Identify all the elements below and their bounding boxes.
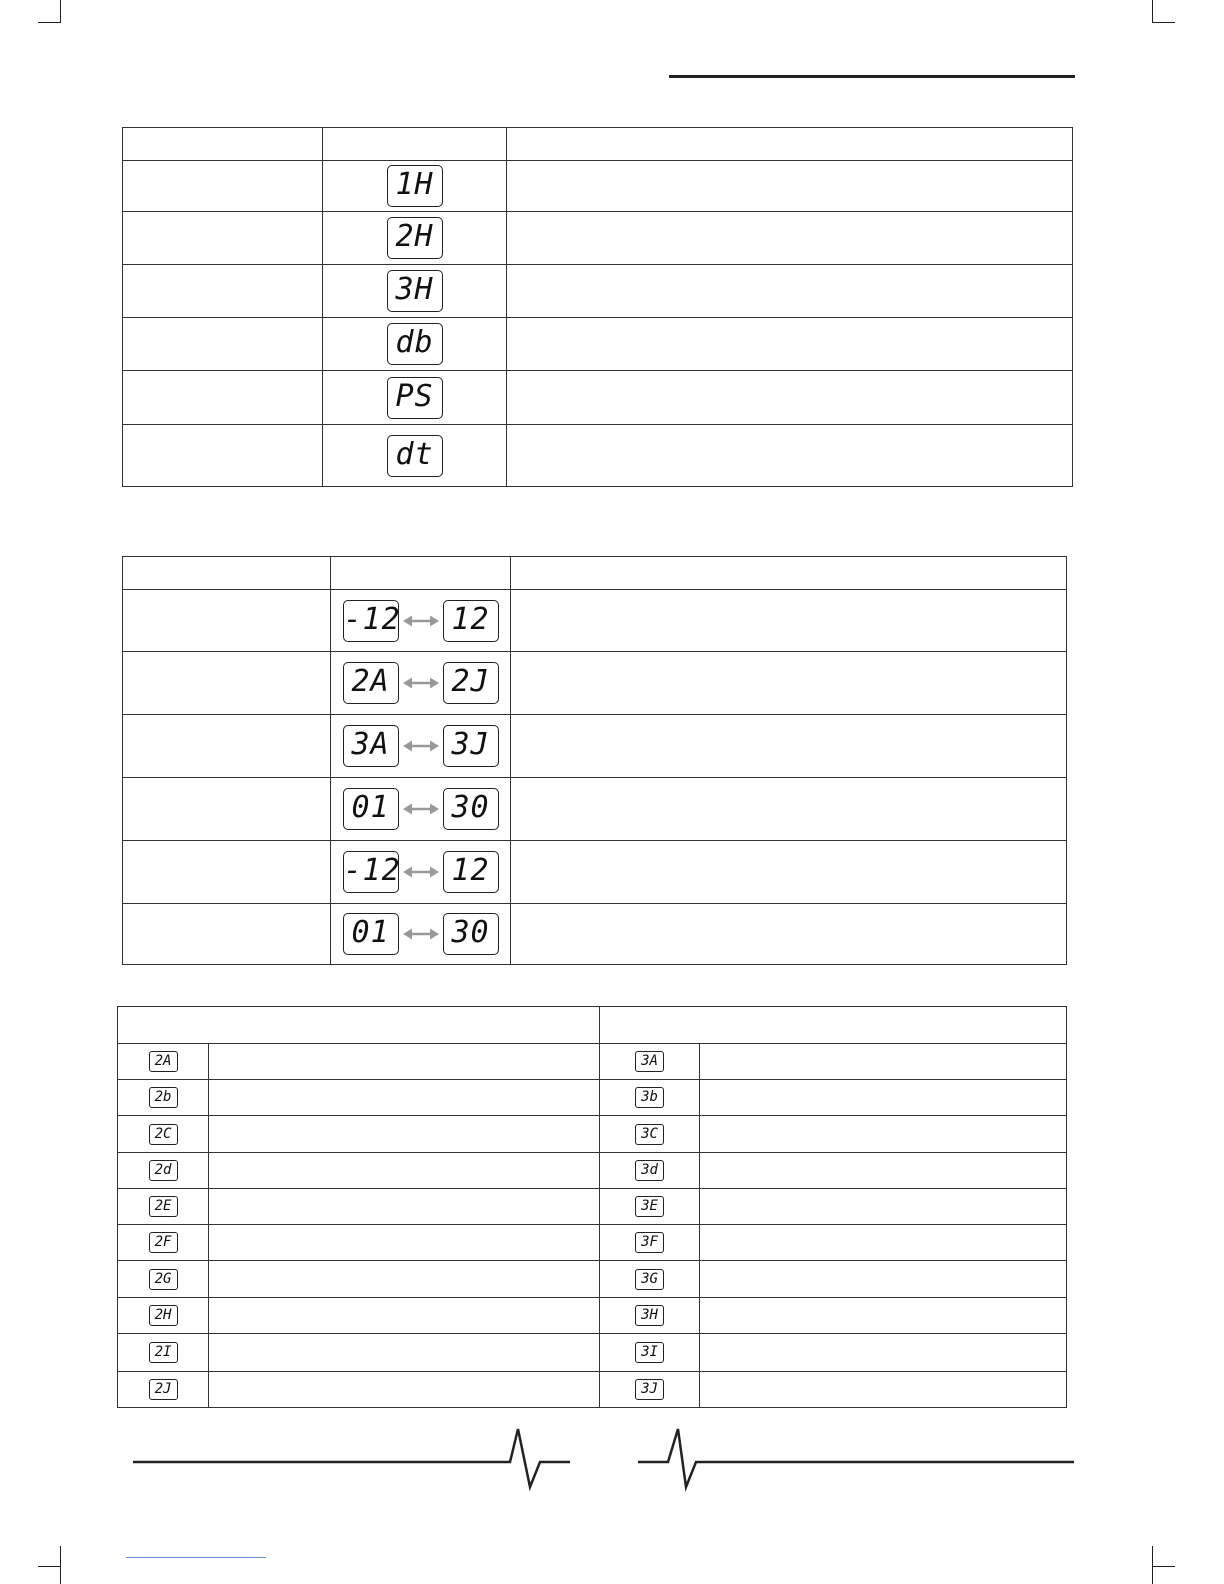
- crop-mark-bottom-right-v: [1152, 1546, 1153, 1584]
- header-rule: [669, 75, 1075, 78]
- row-name: [123, 841, 331, 904]
- double-arrow-icon: [403, 739, 439, 753]
- crop-mark-top-right-v: [1152, 0, 1153, 22]
- table-header-row: [118, 1007, 1067, 1044]
- row-name: [123, 265, 323, 318]
- code-desc-left: [209, 1298, 600, 1334]
- segment-code-right: 3E: [635, 1196, 664, 1217]
- table-row: [123, 904, 1067, 965]
- row-desc: [507, 371, 1073, 425]
- table-header-row: [123, 128, 1073, 161]
- row-name: [123, 904, 331, 965]
- segment-display-to: 30: [443, 788, 499, 830]
- code-desc-left: [209, 1080, 600, 1116]
- segment-display-to: 12: [443, 600, 499, 642]
- crop-mark-top-right-h: [1152, 22, 1175, 23]
- code-desc-left: [209, 1153, 600, 1189]
- table-row: [118, 1153, 1067, 1189]
- table-row: [118, 1189, 1067, 1225]
- table-row: [118, 1372, 1067, 1408]
- code-desc-right: [700, 1189, 1067, 1225]
- table-row: [123, 371, 1073, 425]
- row-desc: [511, 715, 1067, 778]
- table-row: [123, 425, 1073, 487]
- footer-heartbeat-line-left: [0, 1415, 612, 1505]
- code-desc-right: [700, 1261, 1067, 1298]
- crop-mark-top-left-v: [60, 0, 61, 22]
- code-desc-right: [700, 1372, 1067, 1408]
- table-header-row: [123, 557, 1067, 590]
- segment-code-left: 2G: [149, 1269, 178, 1290]
- segment-display-to: 30: [443, 913, 499, 955]
- segment-display: 1H: [387, 165, 443, 207]
- table-row: [118, 1261, 1067, 1298]
- segment-display-from: -12: [343, 600, 399, 642]
- code-desc-left: [209, 1261, 600, 1298]
- segment-display: 3H: [387, 270, 443, 312]
- segment-code-right: 3J: [635, 1379, 664, 1400]
- code-desc-left: [209, 1116, 600, 1153]
- table-row: [123, 778, 1067, 841]
- row-desc: [507, 212, 1073, 265]
- table-row: [118, 1334, 1067, 1372]
- table-row: [123, 212, 1073, 265]
- row-desc: [507, 425, 1073, 487]
- code-desc-right: [700, 1044, 1067, 1080]
- double-arrow-icon: [403, 865, 439, 879]
- segment-code-right: 3C: [635, 1124, 664, 1145]
- segment-code-left: 2I: [149, 1342, 178, 1363]
- range-table: [122, 556, 1067, 965]
- code-desc-left: [209, 1044, 600, 1080]
- code-desc-left: [209, 1189, 600, 1225]
- row-desc: [511, 652, 1067, 715]
- row-name: [123, 161, 323, 212]
- table-row: [123, 161, 1073, 212]
- segment-code-right: 3A: [635, 1051, 664, 1072]
- code-desc-right: [700, 1298, 1067, 1334]
- code-desc-left: [209, 1372, 600, 1408]
- segment-display: dt: [387, 435, 443, 477]
- segment-code-right: 3b: [635, 1087, 664, 1108]
- row-desc: [507, 318, 1073, 371]
- row-name: [123, 715, 331, 778]
- segment-code-right: 3I: [635, 1342, 664, 1363]
- table-row: [118, 1044, 1067, 1080]
- code-desc-right: [700, 1153, 1067, 1189]
- crop-mark-top-left-h: [38, 22, 61, 23]
- table-row: [118, 1298, 1067, 1334]
- segment-code-left: 2A: [149, 1051, 178, 1072]
- segment-display-from: 2A: [343, 662, 399, 704]
- segment-display: db: [387, 323, 443, 365]
- code-desc-left: [209, 1334, 600, 1372]
- segment-display-to: 2J: [443, 662, 499, 704]
- row-name: [123, 212, 323, 265]
- segment-code-left: 2d: [149, 1160, 178, 1181]
- double-arrow-icon: [403, 927, 439, 941]
- footer-heartbeat-line-right: [612, 1415, 1224, 1505]
- table-row: [118, 1080, 1067, 1116]
- segment-code-left: 2J: [149, 1379, 178, 1400]
- row-desc: [511, 590, 1067, 652]
- footer-link-underline: [126, 1557, 266, 1558]
- row-desc: [511, 841, 1067, 904]
- table-row: [123, 265, 1073, 318]
- code-table: [117, 1006, 1067, 1408]
- crop-mark-bottom-left-h: [38, 1566, 61, 1567]
- segment-code-left: 2C: [149, 1124, 178, 1145]
- crop-mark-bottom-left-v: [60, 1546, 61, 1584]
- segment-code-right: 3F: [635, 1232, 664, 1253]
- segment-display-from: 01: [343, 788, 399, 830]
- code-desc-right: [700, 1334, 1067, 1372]
- table-row: [123, 318, 1073, 371]
- code-desc-right: [700, 1225, 1067, 1261]
- segment-code-right: 3H: [635, 1305, 664, 1326]
- code-desc-right: [700, 1080, 1067, 1116]
- segment-code-left: 2H: [149, 1305, 178, 1326]
- table-row: [118, 1116, 1067, 1153]
- row-name: [123, 425, 323, 487]
- crop-mark-bottom-right-h: [1152, 1566, 1175, 1567]
- segment-display-to: 3J: [443, 725, 499, 767]
- segment-display: PS: [387, 377, 443, 419]
- table-row: [123, 715, 1067, 778]
- table-row: [123, 652, 1067, 715]
- row-desc: [507, 265, 1073, 318]
- row-name: [123, 318, 323, 371]
- row-name: [123, 778, 331, 841]
- row-name: [123, 371, 323, 425]
- code-desc-right: [700, 1116, 1067, 1153]
- table-row: [123, 841, 1067, 904]
- segment-display: 2H: [387, 217, 443, 259]
- table-row: [118, 1225, 1067, 1261]
- row-desc: [511, 904, 1067, 965]
- segment-code-left: 2b: [149, 1087, 178, 1108]
- row-desc: [507, 161, 1073, 212]
- segment-code-right: 3G: [635, 1269, 664, 1290]
- double-arrow-icon: [403, 614, 439, 628]
- segment-code-left: 2F: [149, 1232, 178, 1253]
- double-arrow-icon: [403, 676, 439, 690]
- segment-code-right: 3d: [635, 1160, 664, 1181]
- table-row: [123, 590, 1067, 652]
- segment-display-from: 01: [343, 913, 399, 955]
- segment-code-left: 2E: [149, 1196, 178, 1217]
- segment-display-from: 3A: [343, 725, 399, 767]
- segment-display-to: 12: [443, 851, 499, 893]
- row-name: [123, 652, 331, 715]
- row-desc: [511, 778, 1067, 841]
- code-desc-left: [209, 1225, 600, 1261]
- double-arrow-icon: [403, 802, 439, 816]
- row-name: [123, 590, 331, 652]
- segment-display-from: -12: [343, 851, 399, 893]
- display-table: [122, 127, 1073, 487]
